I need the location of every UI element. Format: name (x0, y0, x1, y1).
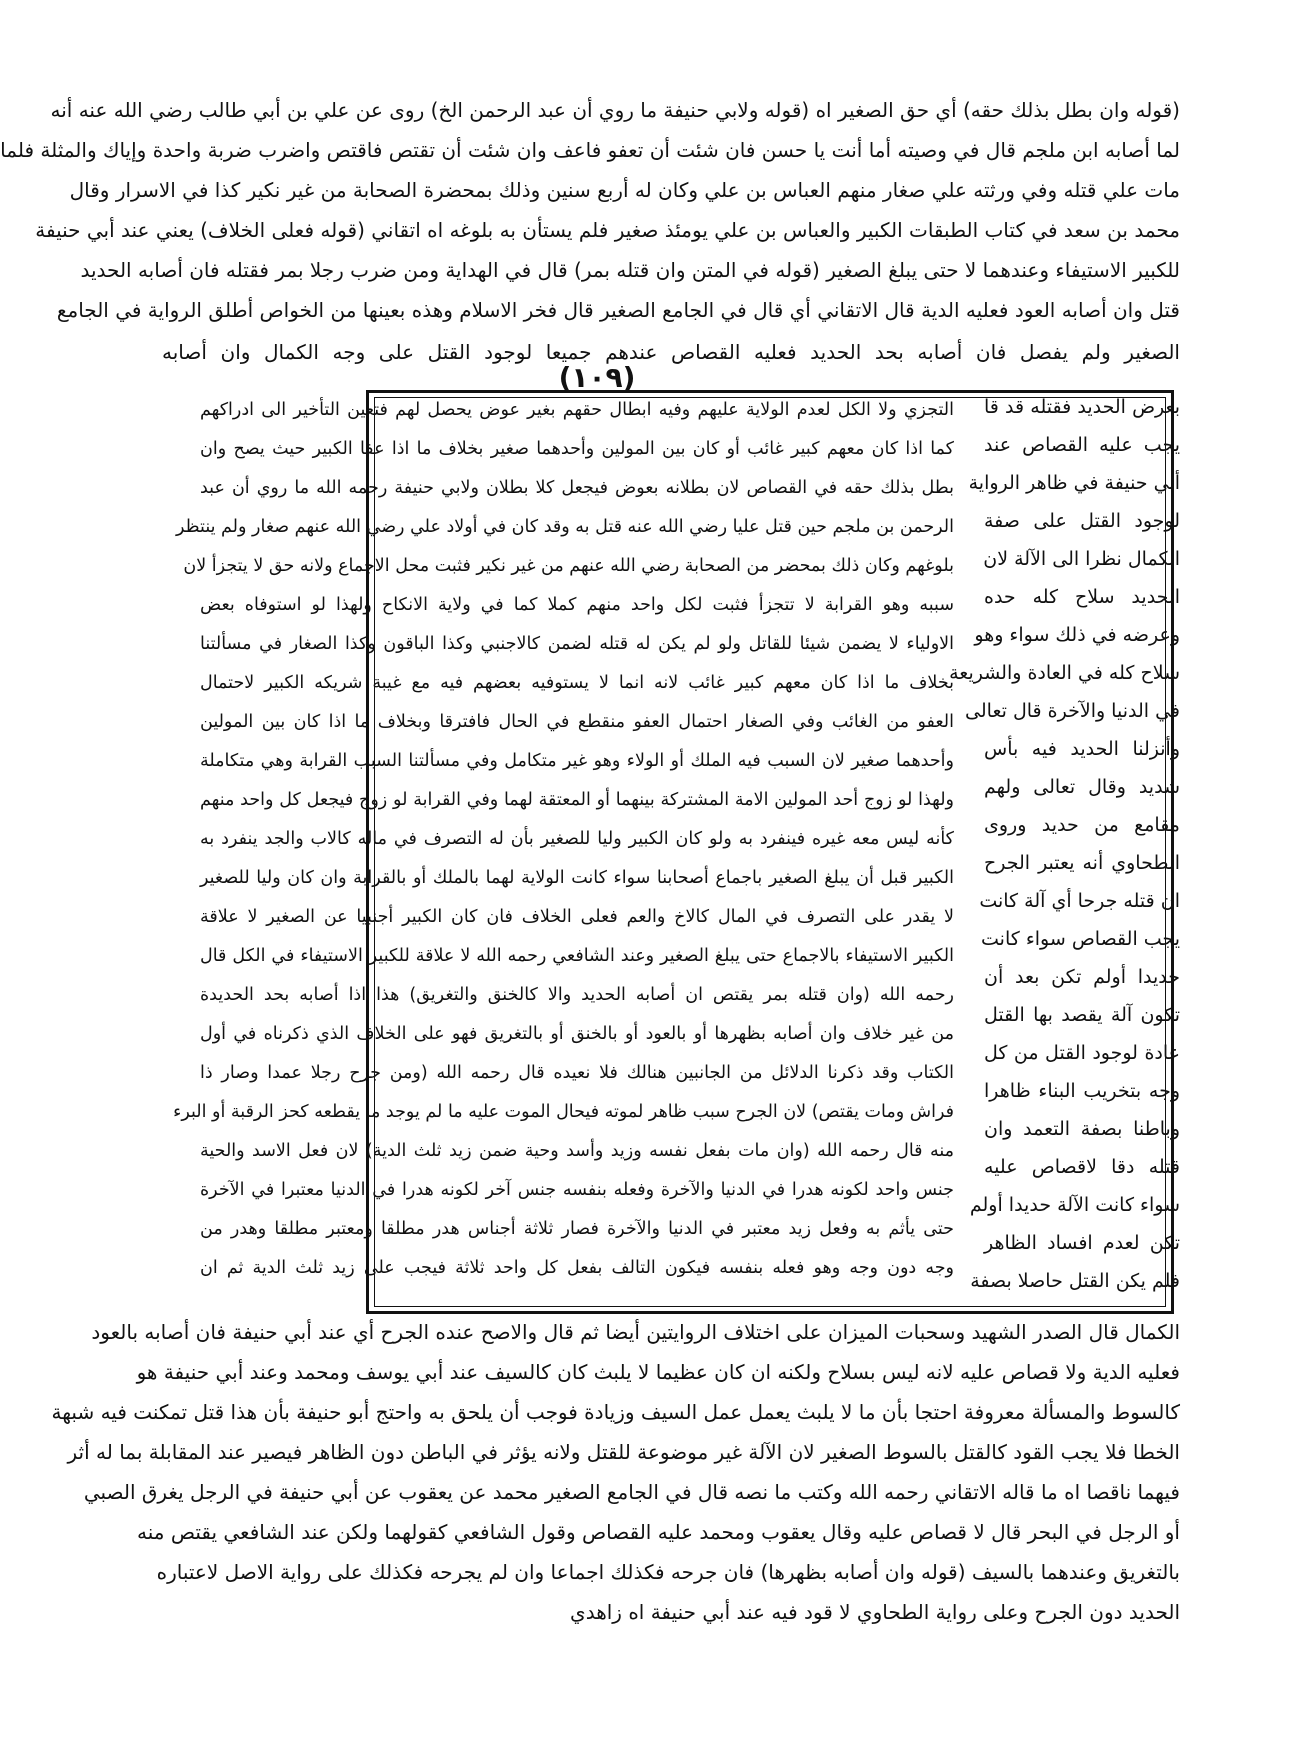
margin-line: سلاح كله في العادة والشريعة (949, 662, 1180, 684)
margin-line: بعرض الحديد فقتله قد قا (984, 396, 1180, 418)
margin-line: سواء كانت الآلة حديدا أولم (969, 1194, 1180, 1216)
main-text-line: بطل بذلك حقه في القصاص لان بطلانه بعوض فيجعل كلا بطلان ولابي حنيفة رحمه الله ما روي أن عبد (200, 478, 954, 498)
margin-line: يجب عليه القصاص عند (984, 434, 1180, 456)
margin-line: عادة لوجود القتل من كل (984, 1042, 1180, 1064)
commentary-line: بالتغريق وعندهما بالسيف (قوله وان أصابه بظهرها) فان جرحه فكذلك اجماعا وان لم يجرحه فكذلك على رواية الاصل لاعتباره (156, 1560, 1180, 1584)
commentary-line: الكمال قال الصدر الشهيد وسحبات الميزان على اختلاف الروايتين أيضا ثم قال والاصح عنده الجرح أي عند أبي حنيفة فان أصابه بالعود (91, 1320, 1180, 1344)
margin-line: قتله دقا لاقصاص عليه (984, 1156, 1180, 1178)
margin-line: في الدنيا والآخرة قال تعالى (965, 700, 1180, 722)
margin-line: فلم يكن القتل حاصلا بصفة (970, 1270, 1180, 1292)
margin-line: وعرضه في ذلك سواء وهو (974, 624, 1180, 646)
commentary-line: أو الرجل في البحر قال لا قصاص عليه وقال يعقوب ومحمد عليه القصاص وقول الشافعي كقولهما ولكن عند الشافعي يقتص منه (136, 1520, 1180, 1544)
margin-line: مقامع من حديد وروى (984, 814, 1180, 836)
margin-line: لوجود القتل على صفة (984, 510, 1180, 532)
margin-line: حديدا أولم تكن بعد أن (984, 966, 1180, 988)
main-text-line: لا يقدر على التصرف في المال كالاخ والعم فعلى الخلاف فان كان الكبير أجنبيا عن الصغير لا علاقة (200, 907, 954, 927)
main-text-line: رحمه الله (وان قتله بمر يقتص ان أصابه الحديد والا كالخنق والتغريق) هذا اذا أصابه بحد الحديدة (200, 985, 954, 1005)
main-text-line: سببه وهو القرابة لا تتجزأ فثبت لكل واحد منهم كملا كما في ولاية الانكاح ولهذا لو استوفاه بعض (200, 595, 954, 615)
margin-line: ان قتله جرحا أي آلة كانت (979, 890, 1180, 912)
margin-line: يجب القصاص سواء كانت (981, 928, 1180, 950)
margin-line: الكمال نظرا الى الآلة لان (983, 548, 1180, 570)
margin-line: شديد وقال تعالى ولهم (984, 776, 1180, 798)
main-text-line: حتى يأثم به وفعل زيد معتبر في الدنيا والآخرة فصار ثلاثة أجناس هدر مطلقا ومعتبر مطلقا وهدر من (200, 1219, 954, 1239)
main-text-line: وأحدهما صغير لان السبب فيه الملك أو الولاء وهو غير متكامل وفي مسألتنا السبب القرابة وهي متكاملة (200, 751, 954, 771)
main-text-line: الرحمن بن ملجم حين قتل عليا رضي الله عنه قتل به وقد كان في أولاد علي رضي الله عنهم صغار ولم ينتظر (176, 517, 954, 537)
main-text-line: ولهذا لو زوج أحد المولين الامة المشتركة بينهما أو المعتقة لهما وفي القرابة لو زوج فيجعل كل واحد منهم (200, 790, 954, 810)
commentary-line: (قوله وان بطل بذلك حقه) أي حق الصغير اه (قوله ولابي حنيفة ما روي أن عبد الرحمن الخ) روى عن علي بن أبي طالب رضي الله عنه أنه (50, 98, 1180, 122)
margin-line: تكون آلة يقصد بها القتل (984, 1004, 1180, 1026)
commentary-line: مات علي قتله وفي ورثته علي صغار منهم العباس بن علي وكان له أربع سنين وذلك بمحضرة الصحابة من غير نكير كذا في الاسرار وقال (69, 178, 1180, 202)
commentary-line: الخطا فلا يجب القود كالقتل بالسوط الصغير لان الآلة غير موضوعة للقتل ولانه يؤثر في الباطن دون الظاهر فيصير عند المقابلة بما له أثر (67, 1440, 1180, 1464)
main-text-line: العفو من الغائب وفي الصغار احتمال العفو منقطع في الحال فافترقا وبخلاف ما اذا كان بين المولين (200, 712, 954, 732)
main-text-line: بخلاف ما اذا كان معهم كبير غائب لانه انما لا يستوفيه بعضهم فيه مع غيبة شريكه الكبير لاحتمال (200, 673, 954, 693)
commentary-line: كالسوط والمسألة معروفة احتجا بأن ما لا يلبث يعمل عمل السيف وزيادة فوجب أن يلحق به واحتج أبو حنيفة بأن هذا قتل تمكنت فيه شبهة (51, 1400, 1180, 1424)
main-text-line: الكتاب وقد ذكرنا الدلائل من الجانبين هنالك فلا نعيده قال رحمه الله (ومن جرح رجلا عمدا وصار ذا (200, 1063, 954, 1083)
main-text-line: الكبير الاستيفاء بالاجماع حتى يبلغ الصغير وعند الشافعي رحمه الله لا علاقة للكبير الاستيفاء في الكل قال (200, 946, 954, 966)
margin-line: وأنزلنا الحديد فيه بأس (984, 738, 1180, 760)
main-text-line: الكبير قبل أن يبلغ الصغير باجماع أصحابنا سواء كانت الولاية لهما بالملك أو بالقرابة وان كان وليا للصغير (200, 868, 954, 888)
margin-line: الحديد سلاح كله حده (984, 586, 1180, 608)
commentary-line: للكبير الاستيفاء وعندهما لا حتى يبلغ الصغير (قوله في المتن وان قتله بمر) قال في الهداية ومن ضرب رجلا بمر فقتله فان أصابه الحديد (80, 258, 1180, 282)
main-text-line: جنس واحد لكونه هدرا في الدنيا والآخرة وفعله بنفسه جنس آخر لكونه هدرا في الدنيا معتبرا في الآخرة (200, 1180, 954, 1200)
main-text-line: منه قال رحمه الله (وان مات بفعل نفسه وزيد وأسد وحية ضمن زيد ثلث الدية) لان فعل الاسد والحية (200, 1141, 954, 1161)
margin-line: الطحاوي أنه يعتبر الجرح (984, 852, 1180, 874)
page-number: (١٠٩) (558, 361, 636, 394)
margin-line: وجه بتخريب البناء ظاهرا (984, 1080, 1180, 1102)
margin-line: تكن لعدم افساد الظاهر (984, 1232, 1180, 1254)
main-text-line: من غير خلاف وان أصابه بظهرها أو بالعود أو بالخنق أو بالتغريق فهو على الخلاف الذي ذكرناه في أول (200, 1024, 954, 1044)
margin-line: وباطنا بصفة التعمد وان (984, 1118, 1180, 1140)
commentary-line: فيهما ناقصا اه ما قاله الاتقاني رحمه الله وكتب ما نصه قال في الجامع الصغير محمد عن يعقوب عن أبي حنيفة في الرجل يغرق الصبي (83, 1480, 1180, 1504)
main-text-line: فراش ومات يقتص) لان الجرح سبب ظاهر لموته فيحال الموت عليه ما لم يوجد ما يقطعه كحز الرقبة أو البرء (173, 1102, 954, 1122)
main-text-line: كما اذا كان معهم كبير غائب أو كان بين المولين وأحدهما صغير بخلاف ما اذا عفا الكبير حيث يصح وان (200, 439, 954, 459)
margin-line: أبي حنيفة في ظاهر الرواية (968, 472, 1180, 494)
commentary-line: لما أصابه ابن ملجم قال في وصيته أما أنت يا حسن فان شئت أن تعفو فاعف وان شئت أن تقتص فاقتص واضرب ضربة واحدة وإياك والمثلة فلما (0, 138, 1180, 162)
commentary-line-last: الصغير ولم يفصل فان أصابه بحد الحديد فعليه القصاص عندهم جميعا لوجود القتل على وجه الكمال وان أصابه (162, 340, 1180, 364)
main-text-line: التجزي ولا الكل لعدم الولاية عليهم وفيه ابطال حقهم بغير عوض يحصل لهم فتعين التأخير الى ادراكهم (200, 400, 954, 420)
main-text-line: وجه دون وجه وهو فعله بنفسه فيكون التالف بفعل كل واحد ثلاثة فيجب على زيد ثلث الدية ثم ان (200, 1258, 954, 1278)
main-text-line: الاولياء لا يضمن شيئا للقاتل ولو لم يكن له قتله لضمن كالاجنبي وكذا الباقون وكذا الصغار في مسألتنا (200, 634, 954, 654)
main-text-line: كأنه ليس معه غيره فينفرد به ولو كان الكبير وليا للصغير بأن له التصرف في ماله كالاب والجد ينفرد به (200, 829, 954, 849)
commentary-line: قتل وان أصابه العود فعليه الدية قال الاتقاني أي قال في الجامع الصغير قال فخر الاسلام وهذه بعينها من الخواص أطلق الرواية في الجامع (56, 298, 1180, 322)
commentary-line-last: الحديد دون الجرح وعلى رواية الطحاوي لا قود فيه عند أبي حنيفة اه زاهدي (570, 1600, 1180, 1624)
main-text-line: بلوغهم وكان ذلك بمحضر من الصحابة رضي الله عنهم من غير نكير فثبت محل الاجماع ولانه حق لا يتجزأ لان (183, 556, 954, 576)
commentary-line: محمد بن سعد في كتاب الطبقات الكبير والعباس بن علي يومئذ صغير فلم يستأن به بلوغه اه اتقاني (قوله فعلى الخلاف) يعني عند أبي حنيفة (35, 218, 1180, 242)
commentary-line: فعليه الدية ولا قصاص عليه لانه ليس بسلاح ولكنه ان كان عظيما لا يلبث كان كالسيف عند أبي يوسف ومحمد وعند أبي حنيفة هو (136, 1360, 1180, 1384)
